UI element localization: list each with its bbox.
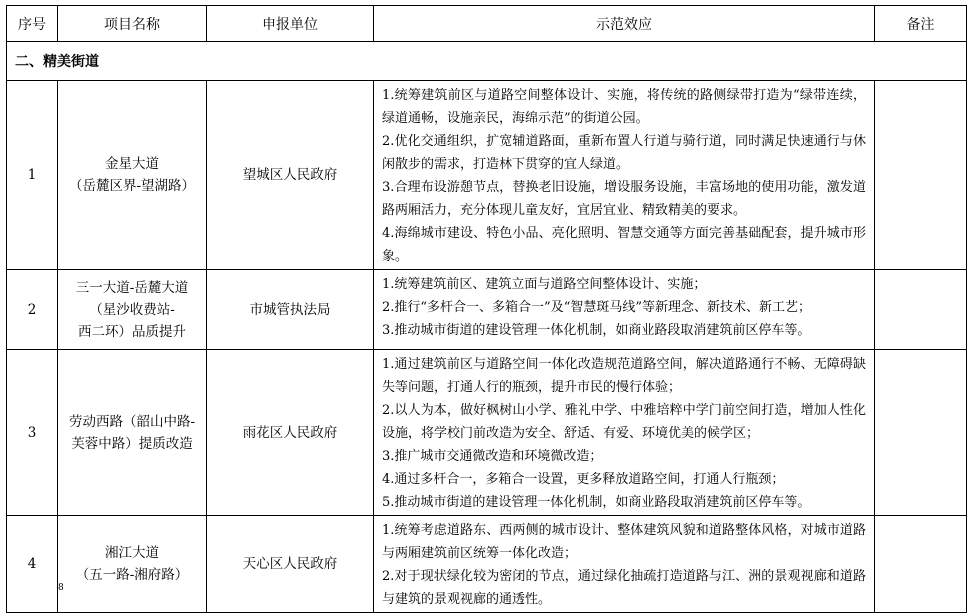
project-name-line: 三一大道-岳麓大道 — [75, 279, 189, 296]
table-row — [7, 350, 967, 516]
effect-item: 1.通过建筑前区与道路空间一体化改造规范道路空间，解决道路通行不畅、无障碍缺失等问题，打通人行的瓶颈，提升市民的慢行体验； — [382, 357, 866, 395]
project-name-line: （五一路-湘府路） — [75, 567, 189, 583]
effect-item: 1.统筹建筑前区与道路空间整体设计、实施，将传统的路侧绿带打造为“绿带连续，绿道通畅，设施亲民，海绵示范”的街道公园。 — [382, 88, 866, 126]
project-table — [6, 5, 967, 613]
row-project-name — [58, 81, 207, 270]
row-applicant-unit: 雨花区人民政府 — [207, 350, 374, 516]
row-index: 2 — [7, 270, 58, 350]
header-note: 备注 — [875, 6, 967, 42]
row-note — [875, 81, 967, 270]
row-effects — [374, 81, 875, 270]
row-effects — [374, 516, 875, 613]
effect-item: 3.推动城市街道的建设管理一体化机制，如商业路段取消建筑前区停车等。 — [382, 323, 811, 338]
row-index: 4 — [7, 516, 58, 613]
table-row — [7, 270, 967, 350]
project-name-line: 金星大道 — [105, 156, 159, 172]
row-index: 1 — [7, 81, 58, 270]
project-name-line: 芙蓉中路）提质改造 — [71, 435, 193, 452]
effect-item: 2.推行“多杆合一、多箱合一”及“智慧斑马线”等新理念、新技术、新工艺； — [382, 300, 811, 315]
row-project-name — [58, 270, 207, 350]
effect-item: 5.推动城市街道的建设管理一体化机制，如商业路段取消建筑前区停车等。 — [382, 495, 811, 510]
effect-item: 3.推广城市交通微改造和环境微改造； — [382, 449, 603, 464]
row-applicant-unit: 望城区人民政府 — [207, 81, 374, 270]
section-row — [7, 42, 967, 81]
effect-item: 4.通过多杆合一，多箱合一设置，更多释放道路空间，打通人行瓶颈； — [382, 472, 785, 487]
effect-item: 2.对于现状绿化较为密闭的节点，通过绿化抽疏打造道路与江、洲的景观视廊和道路与建筑的景观视廊的通透性。 — [382, 569, 866, 607]
section-title: 二、精美街道 — [7, 42, 967, 81]
row-applicant-unit: 天心区人民政府 — [207, 516, 374, 613]
project-name-line: 劳动西路（韶山中路- — [68, 413, 196, 430]
row-note — [875, 516, 967, 613]
row-note — [875, 270, 967, 350]
row-applicant-unit: 市城管执法局 — [207, 270, 374, 350]
table-row — [7, 516, 967, 613]
effect-item: 2.优化交通组织，扩宽辅道路面，重新布置人行道与骑行道，同时满足快速通行与休闲散步的需求，打造林下贯穿的宜人绿道。 — [382, 134, 866, 172]
project-name-line: 湘江大道 — [105, 545, 159, 561]
project-name-line: （岳麓区界-望湖路） — [68, 178, 196, 194]
row-effects — [374, 270, 875, 350]
row-effects — [374, 350, 875, 516]
row-project-name — [58, 516, 207, 613]
row-project-name — [58, 350, 207, 516]
header-applicant-unit: 申报单位 — [207, 6, 374, 42]
header-index: 序号 — [7, 6, 58, 42]
effect-item: 2.以人为本，做好枫树山小学、雅礼中学、中雅培粹中学门前空间打造，增加人性化设施，将学校门前改造为安全、舒适、有爱、环境优美的候学区； — [382, 403, 866, 441]
project-name-line: （星沙收费站- — [89, 301, 175, 318]
header-demonstration-effect: 示范效应 — [374, 6, 875, 42]
effect-item: 4.海绵城市建设、特色小品、亮化照明、智慧交通等方面完善基础配套，提升城市形象。 — [382, 226, 866, 264]
effect-item: 1.统筹考虑道路东、西两侧的城市设计、整体建筑风貌和道路整体风格，对城市道路与两厢建筑前区统筹一体化改造； — [382, 523, 866, 561]
table-header-row — [7, 6, 967, 42]
effect-item: 1.统筹建筑前区、建筑立面与道路空间整体设计、实施； — [382, 277, 707, 292]
effect-item: 3.合理布设游憩节点，替换老旧设施，增设服务设施，丰富场地的使用功能，激发道路两厢活力，充分体现儿童友好，宜居宜业、精致精美的要求。 — [382, 180, 866, 218]
row-index: 3 — [7, 350, 58, 516]
row-note — [875, 350, 967, 516]
table-row — [7, 81, 967, 270]
page-number: 8 — [58, 583, 64, 593]
header-project-name: 项目名称 — [58, 6, 207, 42]
project-name-line: 西二环）品质提升 — [78, 323, 186, 340]
